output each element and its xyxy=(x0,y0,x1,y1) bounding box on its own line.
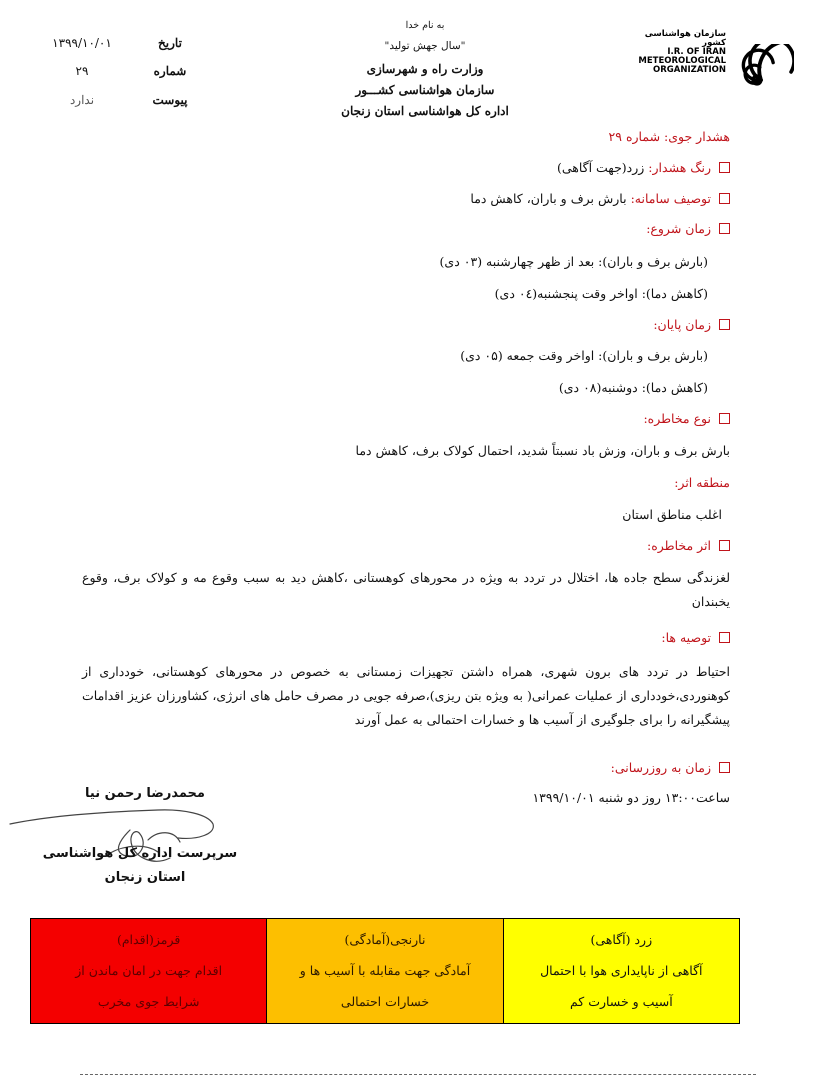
checkbox-bullet-icon xyxy=(719,319,730,330)
start-time xyxy=(646,221,730,236)
spiral-logo-icon xyxy=(728,44,794,114)
bismillah: به نام خدا xyxy=(405,20,445,31)
warning-title: هشدار جوی: شماره ۲۹ xyxy=(608,129,730,144)
affected-area-label: منطقه اثر: xyxy=(674,475,730,490)
legend-yellow-title: زرد (آگاهی) xyxy=(590,932,653,947)
warning-level-legend xyxy=(30,918,740,1024)
handwritten-signature xyxy=(8,800,228,880)
recommendations xyxy=(661,630,730,645)
end-time-label: زمان پایان: xyxy=(653,317,711,332)
legend-red-desc-1: اقدام جهت در امان ماندن از xyxy=(75,963,223,978)
meta-number-value: ۲۹ xyxy=(75,64,89,78)
meta-attachment xyxy=(48,93,198,111)
checkbox-bullet-icon xyxy=(719,632,730,643)
legend-red xyxy=(31,919,267,1023)
logo-line2: METEOROLOGICAL xyxy=(638,56,726,66)
meta-date xyxy=(48,36,198,54)
legend-orange-desc-1: آمادگی جهت مقابله با آسیب ها و xyxy=(299,963,471,978)
warning-color-label: رنگ هشدار: xyxy=(648,160,711,175)
legend-orange-title: نارنجی(آمادگی) xyxy=(344,932,426,947)
hazard-impact-value: لغزندگی سطح جاده ها، اختلال در تردد به ویژه در محورهای کوهستانی ،کاهش دید به سبب وقوع مه و کولاک برف، وقوع یخبندان xyxy=(82,570,730,609)
warning-color xyxy=(557,160,730,175)
meta-number xyxy=(48,64,198,82)
recommendations-label: توصیه ها: xyxy=(661,630,711,645)
meta-date-value: ۱۳۹۹/۱۰/۰۱ xyxy=(52,36,112,50)
system-description-label: توصیف سامانه: xyxy=(630,191,711,206)
end-time-line-2: (کاهش دما): دوشنبه(۰۸ دی) xyxy=(558,380,708,395)
checkbox-bullet-icon xyxy=(719,540,730,551)
logo-fa-text: سازمان هواشناسی کشور xyxy=(644,29,726,48)
department-name: اداره کل هواشناسی استان زنجان xyxy=(341,104,509,118)
ministry-name: وزارت راه و شهرسازی xyxy=(366,62,484,76)
meta-number-label: شماره xyxy=(153,64,187,78)
legend-orange-desc-2: خسارات احتمالی xyxy=(340,994,430,1009)
meta-attachment-value: ندارد xyxy=(69,93,95,107)
recommendations-value: احتیاط در تردد های برون شهری، همراه داشتن تجهیزات زمستانی به خصوص در محورهای کوهستانی، خودداری از کوهنوردی،خودداری از عملیات عمرانی( به ویژه بتن ریزی)،صرفه جویی در مصرف حامل های انرژی، کشاورزان عزیز اقدامات پیشگیرانه را برای جلوگیری از آسیب ها و خسارات احتمالی به عمل آورند xyxy=(82,664,730,727)
start-time-line-2: (کاهش دما): اواخر وقت پنجشنبه(۰٤ دی) xyxy=(494,286,708,301)
end-time xyxy=(653,317,730,332)
footer-divider xyxy=(80,1074,756,1075)
update-time-label: زمان به روزرسانی: xyxy=(610,760,711,775)
update-time xyxy=(611,760,730,775)
end-time-line-1: (بارش برف و باران): اواخر وقت جمعه (۰۵ دی) xyxy=(460,348,708,363)
signatory-position: سرپرست اداره کل هواشناسی xyxy=(42,846,238,861)
organization-name: سازمان هواشناسی کشـــور xyxy=(355,83,495,97)
start-time-label: زمان شروع: xyxy=(646,221,711,236)
legend-orange xyxy=(267,919,503,1023)
checkbox-bullet-icon xyxy=(719,223,730,234)
year-slogan: "سال جهش تولید" xyxy=(384,40,466,52)
legend-yellow-desc-1: آگاهی از ناپایداری هوا با احتمال xyxy=(540,963,703,978)
warning-color-value: زرد(جهت آگاهی) xyxy=(556,160,645,175)
legend-red-title: قرمز(اقدام) xyxy=(116,932,181,947)
hazard-type-label: نوع مخاطره: xyxy=(643,411,711,426)
signatory-name: محمدرضا رحمن نیا xyxy=(85,786,205,801)
meta-date-label: تاریخ xyxy=(158,36,182,50)
start-time-line-1: (بارش برف و باران): بعد از ظهر چهارشنبه (۰۳ دی) xyxy=(439,254,708,269)
hazard-type xyxy=(643,411,730,426)
system-description-value: بارش برف و باران، کاهش دما xyxy=(470,191,627,206)
logo-line3: ORGANIZATION xyxy=(653,65,726,75)
logo-line1: I.R. OF IRAN xyxy=(667,47,726,57)
meta-attachment-label: پیوست xyxy=(152,93,188,107)
hazard-type-value: بارش برف و باران، وزش باد نسبتاً شدید، احتمال کولاک برف، کاهش دما xyxy=(355,443,730,458)
checkbox-bullet-icon xyxy=(719,162,730,173)
affected-area-value: اغلب مناطق استان xyxy=(622,507,722,522)
checkbox-bullet-icon xyxy=(719,193,730,204)
hazard-impact xyxy=(647,538,730,553)
hazard-impact-label: اثر مخاطره: xyxy=(646,538,711,553)
signatory-province: استان زنجان xyxy=(104,870,186,885)
checkbox-bullet-icon xyxy=(719,762,730,773)
legend-yellow xyxy=(504,919,739,1023)
legend-red-desc-2: شرایط جوی مخرب xyxy=(97,994,200,1009)
update-time-value: ساعت۱۳:۰۰ روز دو شنبه ۱۳۹۹/۱۰/۰۱ xyxy=(532,790,730,805)
checkbox-bullet-icon xyxy=(719,413,730,424)
legend-yellow-desc-2: آسیب و خسارت کم xyxy=(569,994,673,1009)
system-description xyxy=(470,191,730,206)
